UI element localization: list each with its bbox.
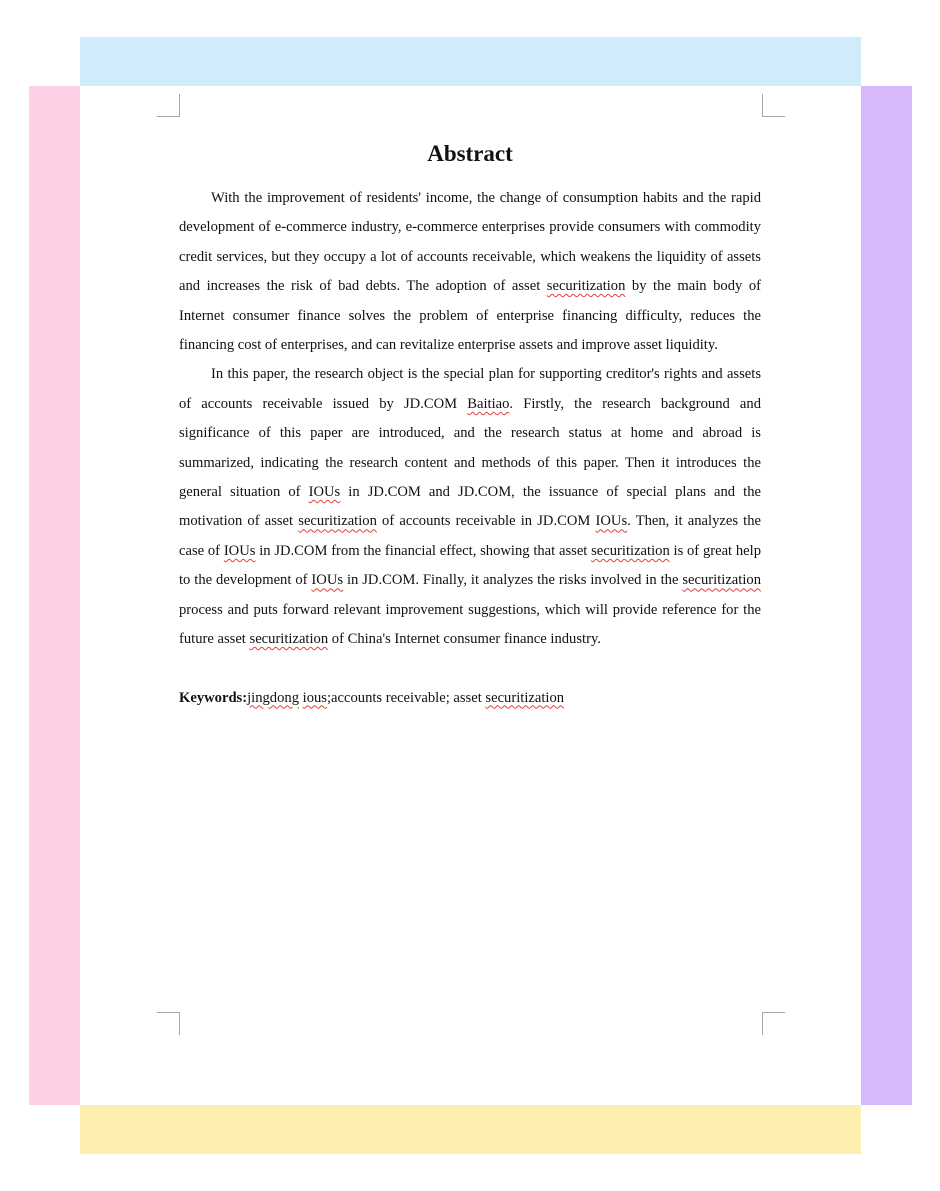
text-run: in JD.COM from the financial effect, showing that asset xyxy=(255,542,592,559)
spellcheck-word[interactable]: IOUs xyxy=(311,572,344,589)
bottom-color-band xyxy=(80,1105,861,1154)
text-run: is of great help to the development of xyxy=(179,542,761,589)
spellcheck-word[interactable]: ious xyxy=(302,689,327,706)
margin-corner-mark xyxy=(762,94,785,117)
left-color-band xyxy=(29,86,80,1105)
margin-corner-mark xyxy=(762,1012,785,1035)
spellcheck-word[interactable]: Baitiao xyxy=(467,395,510,412)
document-body[interactable] xyxy=(179,136,761,713)
keywords-label: Keywords: xyxy=(179,689,248,706)
text-run: process and puts forward relevant improvement suggestions, which will provide reference for the future asset xyxy=(179,601,761,648)
spellcheck-word[interactable]: securitization xyxy=(591,542,670,559)
top-color-band xyxy=(80,37,861,86)
spellcheck-word[interactable]: securitization xyxy=(249,631,329,648)
text-run: With the improvement of residents' income, the change of consumption habits and the rapid development of e-commerce industry, e-commerce enterprises provide consumers with commodity credit services, but they occupy a lot of accounts receivable, which weakens the liquidity of assets and increases the risk of bad debts. The adoption of asset xyxy=(179,190,761,295)
text-run: . Firstly, the research background and significance of this paper are introduced, and the research status at home and abroad is summarized, indicating the research content and methods of this paper. Then it introduces the general situation of xyxy=(179,395,762,501)
spellcheck-word[interactable]: securitization xyxy=(485,689,565,706)
margin-corner-mark xyxy=(157,94,180,117)
text-run: . Then, it analyzes the case of xyxy=(179,513,761,559)
paragraph-1 xyxy=(179,184,761,360)
spellcheck-word[interactable]: IOUs xyxy=(595,513,628,530)
right-color-band xyxy=(861,86,912,1105)
text-run: In this paper, the research object is the special plan for supporting creditor's rights and assets of accounts receivable issued by JD.COM xyxy=(179,366,761,412)
paragraph-2 xyxy=(179,360,761,654)
text-run: of accounts receivable in JD.COM xyxy=(376,513,596,530)
spellcheck-word[interactable]: IOUs xyxy=(308,484,341,501)
text-run: ;accounts receivable; asset xyxy=(326,689,486,706)
text-run: in JD.COM. Finally, it analyzes the risks involved in the xyxy=(343,572,683,589)
document-title: Abstract xyxy=(427,141,513,166)
keywords-line xyxy=(179,684,761,713)
spellcheck-word[interactable]: securitization xyxy=(546,278,626,295)
spellcheck-word[interactable]: jingdong xyxy=(247,689,299,706)
margin-corner-mark xyxy=(157,1012,180,1035)
spellcheck-word[interactable]: securitization xyxy=(682,572,761,589)
text-run: of China's Internet consumer finance industry. xyxy=(328,631,601,648)
text-run: in JD.COM and JD.COM, the issuance of special plans and the motivation of asset xyxy=(179,484,761,530)
text-run: by the main body of Internet consumer finance solves the problem of enterprise financing difficulty, reduces the financing cost of enterprises, and can revitalize enterprise assets and improve asset liquidity. xyxy=(179,278,761,354)
document-page[interactable] xyxy=(80,86,861,1105)
spellcheck-word[interactable]: IOUs xyxy=(223,542,256,559)
spellcheck-word[interactable]: securitization xyxy=(298,513,377,530)
